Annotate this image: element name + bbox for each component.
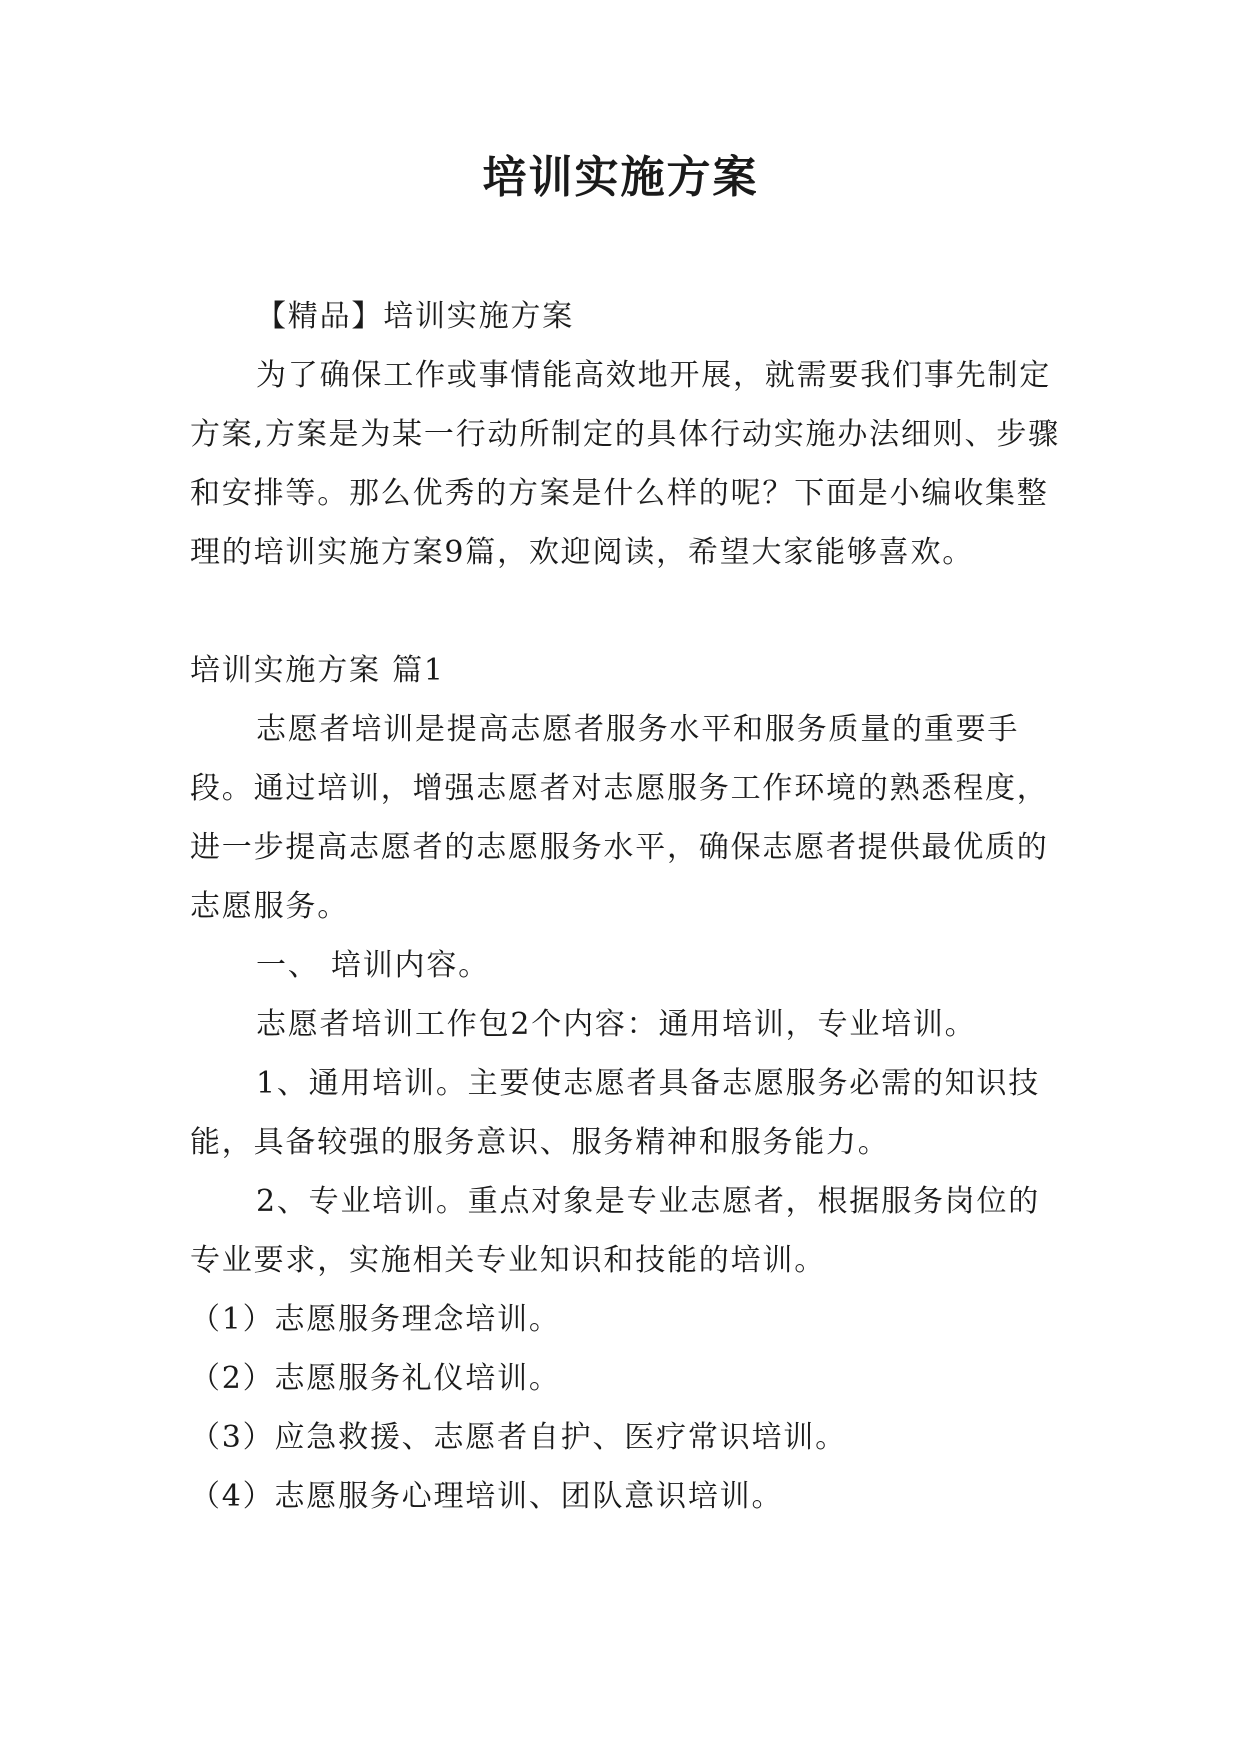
sub-item-emergency-medical: （3）应急救援、志愿者自护、医疗常识培训。	[190, 1420, 847, 1455]
document-body	[190, 287, 1060, 1526]
part-one-heading: 一、 培训内容。	[256, 948, 490, 983]
section-heading: 培训实施方案 篇1	[190, 653, 445, 688]
sub-item-service-etiquette: （2）志愿服务礼仪培训。	[190, 1361, 561, 1396]
list-item-professional-training: 2、专业培训。重点对象是专业志愿者，根据服务岗位的专业要求，实施相关专业知识和技能的培训。	[190, 1184, 1041, 1278]
section-intro-paragraph: 志愿者培训是提高志愿者服务水平和服务质量的重要手段。通过培训，增强志愿者对志愿服务工作环境的熟悉程度，进一步提高志愿者的志愿服务水平，确保志愿者提供最优质的志愿服务。	[190, 712, 1049, 924]
part-one-summary: 志愿者培训工作包2个内容：通用培训，专业培训。	[256, 1007, 977, 1042]
sub-item-service-concept: （1）志愿服务理念培训。	[190, 1302, 561, 1337]
sub-item-psychology-team: （4）志愿服务心理培训、团队意识培训。	[190, 1479, 784, 1514]
document-title: 培训实施方案	[482, 152, 759, 203]
intro-paragraph: 为了确保工作或事情能高效地开展，就需要我们事先制定方案,方案是为某一行动所制定的具体行动实施办法细则、步骤和安排等。那么优秀的方案是什么样的呢？下面是小编收集整理的培训实施方案9篇，欢迎阅读，希望大家能够喜欢。	[190, 358, 1060, 570]
subtitle-line: 【精品】培训实施方案	[256, 299, 574, 334]
list-item-general-training: 1、通用培训。主要使志愿者具备志愿服务必需的知识技能，具备较强的服务意识、服务精神和服务能力。	[190, 1066, 1041, 1160]
